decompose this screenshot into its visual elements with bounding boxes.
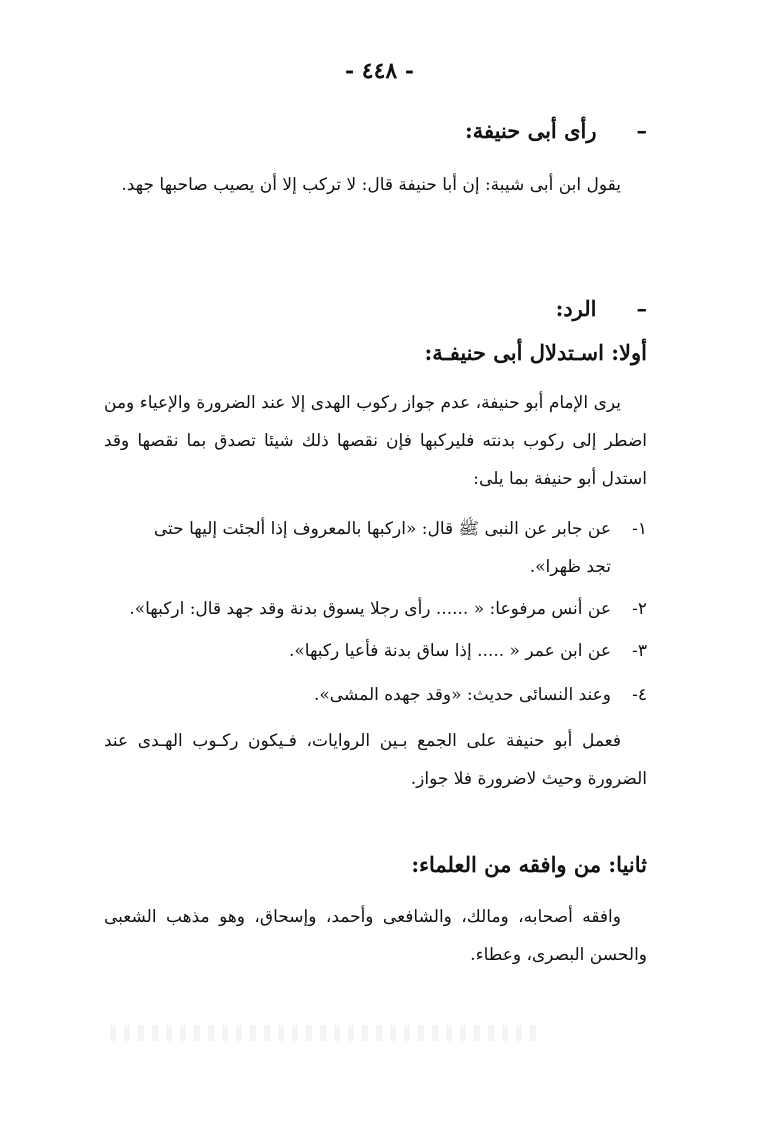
list-number: ١- (632, 519, 647, 539)
faint-bleed-through-marks (110, 1025, 540, 1041)
list-text: وعند النسائى حديث: «وقد جهده المشى». (314, 685, 611, 705)
list-item (104, 676, 647, 714)
heading-text: رأى أبى حنيفة: (464, 118, 597, 143)
section-heading-abu-hanifa-opinion (104, 118, 647, 143)
section-heading-response (104, 296, 647, 321)
paragraph-ibn-abi-shayba: يقول ابن أبى شيبة: إن أبا حنيفة قال: لا تركب إلا أن يصيب صاحبها جهد. (121, 175, 621, 195)
list-text: عن ابن عمر « ..... إذا ساق بدنة فأعيا ركبها». (288, 641, 611, 661)
page-number: - ٤٤٨ - (344, 58, 415, 84)
paragraph-agreeing-scholars: وافقه أصحابه، ومالك، والشافعى وأحمد، وإسحاق، وهو مذهب الشعبى والحسن البصرى، وعطاء. (104, 907, 647, 965)
subheading-first-evidence: أولا: اسـتدلال أبى حنيفـة: (424, 340, 647, 365)
list-number: ٢- (632, 599, 647, 619)
paragraph-conclusion: فعمل أبو حنيفة على الجمع بـين الروايات، فـيكون ركـوب الهـدى عند الضرورة وحيث لاضرورة فلا جواز. (104, 731, 647, 789)
list-item (104, 510, 647, 586)
heading-text: الرد: (555, 296, 597, 321)
list-item (104, 590, 647, 628)
list-number: ٤- (632, 685, 647, 705)
list-text: عن أنس مرفوعا: « ...... رأى رجلا يسوق بدنة وقد جهد قال: اركبها». (129, 599, 611, 619)
paragraph-intro: يرى الإمام أبو حنيفة، عدم جواز ركوب الهدى إلا عند الضرورة والإعياء ومن اضطر إلى ركوب بدنته فليركبها فإن نقصها ذلك شيئا تصدق بما نقصها وقد استدل أبو حنيفة بما يلى: (104, 393, 647, 489)
heading-dash: – (636, 296, 647, 321)
list-text: عن جابر عن النبى ﷺ قال: «اركبها بالمعروف إذا ألجئت إليها حتى (153, 519, 611, 539)
list-continuation: تجد ظهرا». (529, 557, 611, 577)
section-heading-agreeing-scholars: ثانيا: من وافقه من العلماء: (411, 852, 647, 877)
list-item (104, 632, 647, 670)
list-number: ٣- (632, 641, 647, 661)
heading-dash: – (636, 118, 647, 143)
